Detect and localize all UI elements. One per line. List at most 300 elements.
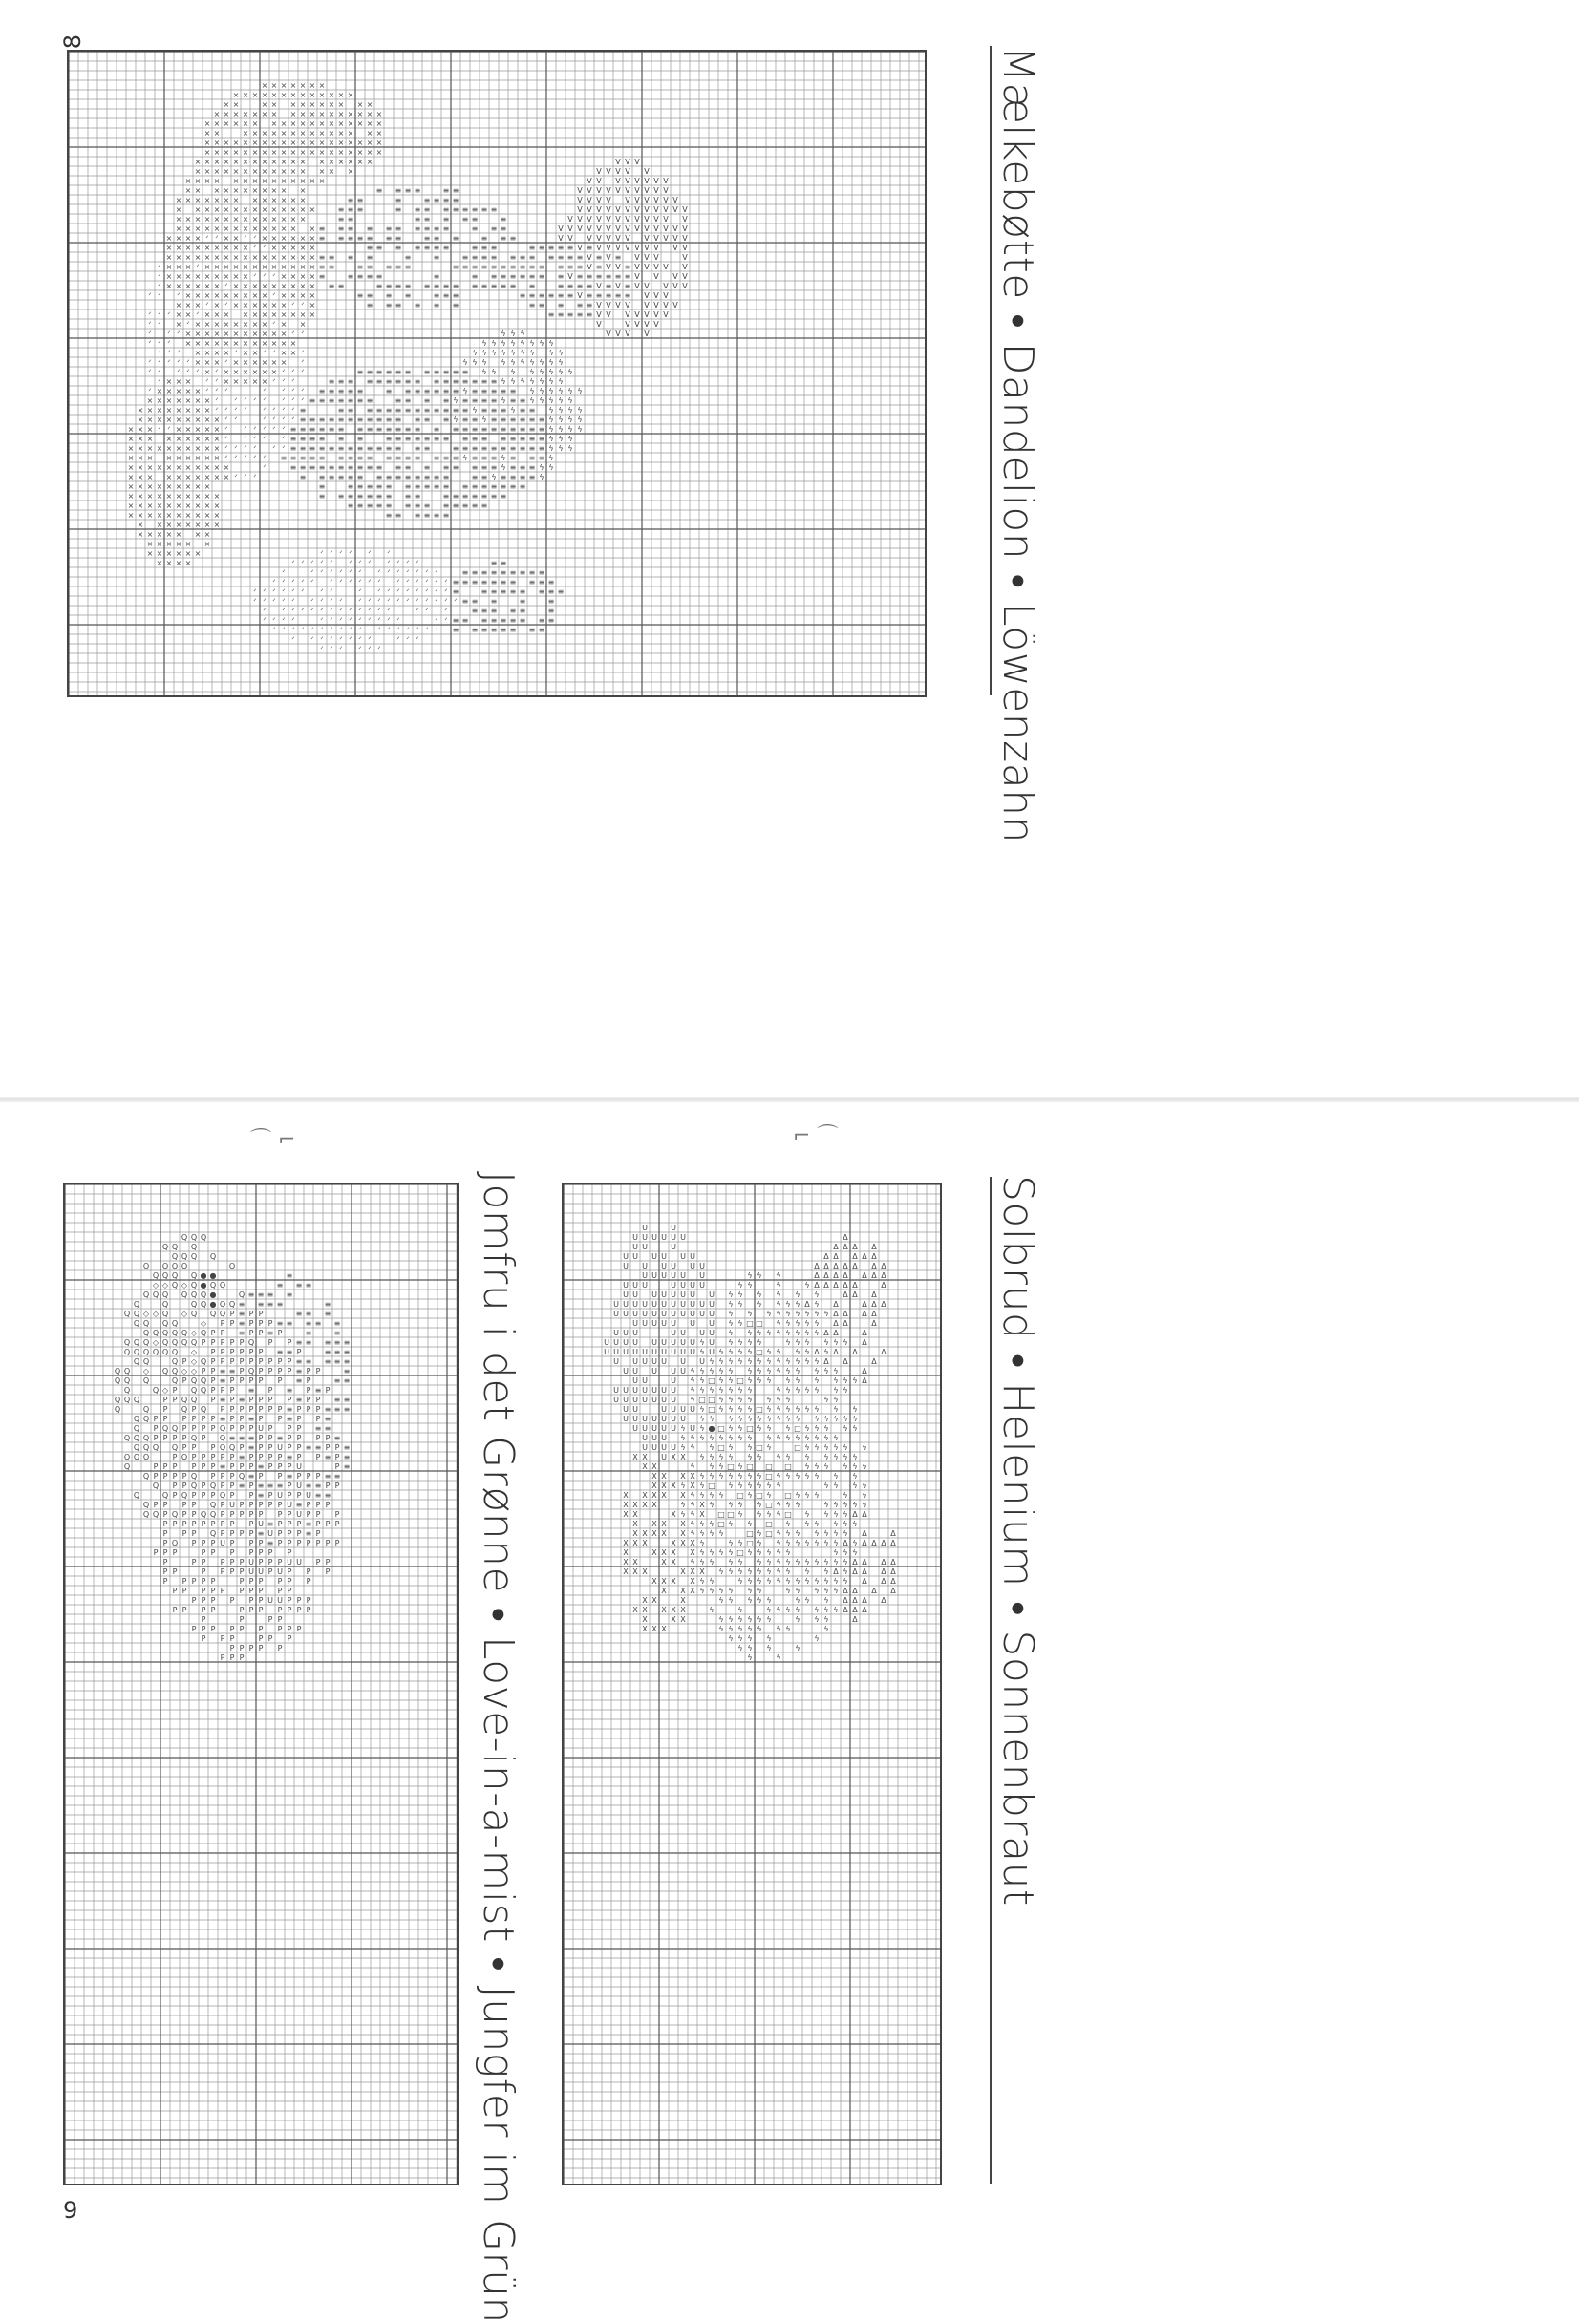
stitch-symbol: ϟ — [737, 1509, 743, 1519]
stitch-symbol: ϟ — [747, 1490, 753, 1500]
stitch-symbol: Δ — [871, 1318, 877, 1328]
stitch-symbol: ϟ — [833, 1404, 839, 1414]
stitch-symbol: P — [181, 1423, 187, 1433]
stitch-symbol: ϟ — [766, 1356, 772, 1366]
stitch-symbol: Δ — [871, 1251, 877, 1261]
stitch-symbol: × — [137, 481, 144, 491]
stitch-symbol: X — [699, 1567, 705, 1576]
stitch-symbol: ϟ — [843, 1461, 848, 1471]
stitch-symbol: × — [289, 176, 297, 185]
stitch-symbol: × — [309, 300, 316, 309]
stitch-symbol: V — [596, 243, 602, 252]
stitch-symbol: ϟ — [766, 1423, 772, 1433]
stitch-symbol: ϟ — [823, 1481, 829, 1490]
stitch-symbol: P — [162, 1509, 168, 1519]
stitch-symbol: ϟ — [510, 348, 516, 357]
stitch-symbol: ϟ — [690, 1442, 695, 1452]
stitch-symbol: × — [223, 329, 230, 338]
stitch-symbol: ᐟ — [339, 625, 343, 634]
stitch-symbol: × — [175, 204, 182, 214]
stitch-symbol: P — [248, 1595, 254, 1605]
stitch-symbol: ≡ — [295, 1375, 303, 1385]
stitch-symbol: P — [306, 1509, 311, 1519]
stitch-symbol: ᐟ — [368, 606, 372, 615]
stitch-symbol: × — [270, 138, 278, 147]
stitch-symbol: Δ — [890, 1586, 896, 1595]
stitch-symbol: P — [201, 1461, 206, 1471]
stitch-symbol: ϟ — [747, 1519, 753, 1528]
stitch-symbol: U — [671, 1318, 676, 1328]
stitch-symbol: ᐟ — [272, 290, 276, 300]
stitch-symbol: ᐟ — [234, 395, 238, 405]
page-9 — [0, 1098, 1579, 2324]
stitch-symbol: ● — [708, 1423, 715, 1433]
stitch-symbol: ≡ — [404, 367, 412, 376]
stitch-symbol: ≡ — [433, 252, 440, 262]
stitch-symbol: P — [191, 1461, 197, 1471]
binding-mark: ⌐ ⌒ — [793, 1124, 839, 1148]
stitch-symbol: P — [267, 1366, 273, 1375]
stitch-symbol: ≡ — [547, 290, 555, 300]
stitch-symbol: X — [661, 1471, 667, 1481]
stitch-symbol: U — [680, 1328, 686, 1337]
stitch-symbol: × — [213, 319, 221, 329]
stitch-symbol: × — [203, 204, 211, 214]
stitch-symbol: V — [567, 214, 573, 224]
stitch-symbol: P — [210, 1366, 216, 1375]
stitch-symbol: P — [258, 1471, 264, 1481]
stitch-symbol: P — [287, 1586, 292, 1595]
stitch-symbol: Q — [133, 1356, 140, 1366]
stitch-symbol: ≡ — [343, 1461, 351, 1471]
stitch-symbol: × — [280, 157, 288, 166]
stitch-symbol: X — [642, 1528, 648, 1538]
stitch-symbol: P — [258, 1442, 264, 1452]
stitch-symbol: V — [606, 166, 611, 176]
stitch-symbol: ᐟ — [263, 348, 267, 357]
stitch-symbol: U — [642, 1414, 648, 1423]
stitch-symbol: ᐟ — [291, 386, 295, 395]
stitch-symbol: ≡ — [500, 472, 507, 481]
stitch-symbol: V — [644, 176, 650, 185]
stitch-symbol: × — [356, 99, 364, 109]
stitch-symbol: ϟ — [804, 1576, 810, 1586]
stitch-symbol: ϟ — [567, 415, 573, 424]
stitch-symbol: ≡ — [452, 386, 459, 395]
stitch-symbol: □ — [794, 1423, 801, 1433]
stitch-symbol: ᐟ — [148, 386, 152, 395]
stitch-symbol: P — [220, 1567, 225, 1576]
stitch-symbol: ϟ — [529, 367, 535, 376]
stitch-symbol: P — [306, 1538, 311, 1547]
stitch-symbol: ≡ — [395, 443, 402, 453]
stitch-symbol: P — [239, 1442, 245, 1452]
stitch-symbol: × — [366, 128, 373, 138]
stitch-symbol: ϟ — [823, 1433, 829, 1442]
stitch-symbol: U — [642, 1442, 648, 1452]
stitch-symbol: ᐟ — [158, 424, 161, 434]
stitch-symbol: P — [267, 1547, 273, 1557]
stitch-symbol: × — [251, 348, 259, 357]
stitch-symbol: ᐟ — [244, 424, 247, 434]
stitch-symbol: Q — [247, 1337, 255, 1347]
stitch-symbol: Δ — [862, 1375, 867, 1385]
stitch-symbol: × — [213, 166, 221, 176]
stitch-symbol: × — [213, 214, 221, 224]
stitch-symbol: Q — [190, 1433, 198, 1442]
stitch-symbol: ᐟ — [444, 596, 448, 606]
stitch-symbol: ≡ — [528, 405, 536, 415]
stitch-symbol: V — [615, 243, 621, 252]
stitch-symbol: ᐟ — [215, 405, 219, 415]
stitch-symbol: V — [663, 262, 669, 271]
stitch-symbol: ϟ — [558, 405, 564, 415]
stitch-symbol: U — [661, 1347, 667, 1356]
stitch-symbol: × — [223, 138, 230, 147]
stitch-symbol: × — [232, 329, 240, 338]
stitch-symbol: ᐟ — [349, 615, 352, 625]
stitch-symbol: P — [162, 1528, 168, 1538]
stitch-symbol: × — [299, 204, 307, 214]
stitch-symbol: × — [299, 233, 307, 243]
stitch-symbol: U — [661, 1404, 667, 1414]
stitch-symbol: ᐟ — [234, 405, 238, 415]
stitch-symbol: ≡ — [519, 290, 526, 300]
stitch-symbol: × — [242, 157, 249, 166]
stitch-symbol: ≡ — [557, 290, 565, 300]
stitch-symbol: Δ — [814, 1261, 820, 1270]
stitch-symbol: P — [201, 1586, 206, 1595]
stitch-symbol: ϟ — [558, 424, 564, 434]
stitch-symbol: ϟ — [747, 1309, 753, 1318]
stitch-symbol: ϟ — [718, 1614, 724, 1624]
stitch-symbol: P — [248, 1576, 254, 1586]
stitch-symbol: × — [146, 491, 154, 501]
stitch-symbol: ≡ — [519, 271, 526, 281]
stitch-symbol: Q — [114, 1366, 121, 1375]
stitch-symbol: × — [127, 491, 135, 501]
stitch-symbol: ≡ — [614, 271, 622, 281]
stitch-symbol: P — [229, 1509, 235, 1519]
stitch-symbol: U — [651, 1423, 657, 1433]
stitch-symbol: ᐟ — [330, 596, 333, 606]
stitch-symbol: × — [213, 176, 221, 185]
stitch-symbol: ≡ — [452, 290, 459, 300]
stitch-symbol: V — [615, 176, 621, 185]
stitch-symbol: U — [642, 1309, 648, 1318]
stitch-symbol: × — [299, 118, 307, 128]
stitch-symbol: V — [596, 166, 602, 176]
stitch-symbol: ≡ — [324, 1337, 331, 1347]
stitch-symbol: Δ — [862, 1328, 867, 1337]
stitch-symbol: ϟ — [709, 1500, 715, 1509]
stitch-symbol: V — [577, 290, 583, 300]
stitch-symbol: ◇ — [152, 1309, 160, 1318]
stitch-symbol: ≡ — [333, 1375, 341, 1385]
stitch-symbol: U — [699, 1261, 705, 1270]
stitch-symbol: ≡ — [433, 405, 440, 415]
stitch-symbol: Q — [209, 1528, 217, 1538]
stitch-symbol: ᐟ — [263, 453, 267, 462]
stitch-symbol: × — [232, 300, 240, 309]
stitch-symbol: × — [146, 443, 154, 453]
stitch-symbol: ≡ — [289, 434, 297, 443]
stitch-symbol: P — [210, 1375, 216, 1385]
stitch-symbol: U — [690, 1299, 695, 1309]
stitch-symbol: × — [165, 529, 173, 539]
stitch-symbol: P — [220, 1557, 225, 1567]
stitch-symbol: U — [651, 1232, 657, 1242]
stitch-symbol: ≡ — [452, 185, 459, 195]
stitch-symbol: × — [194, 233, 202, 243]
stitch-symbol: P — [201, 1576, 206, 1586]
stitch-symbol: ϟ — [757, 1414, 762, 1423]
stitch-symbol: Δ — [871, 1299, 877, 1309]
stitch-symbol: U — [632, 1414, 638, 1423]
stitch-symbol: ᐟ — [224, 386, 228, 395]
stitch-symbol: × — [280, 214, 288, 224]
stitch-symbol: × — [289, 195, 297, 204]
stitch-symbol: ≡ — [576, 252, 584, 262]
stitch-symbol: V — [577, 204, 583, 214]
stitch-symbol: ≡ — [305, 1519, 312, 1528]
stitch-symbol: ϟ — [833, 1509, 839, 1519]
stitch-symbol: P — [162, 1461, 168, 1471]
stitch-symbol: × — [328, 128, 335, 138]
stitch-symbol: × — [184, 214, 192, 224]
stitch-symbol: ≡ — [500, 567, 507, 577]
stitch-symbol: ϟ — [699, 1423, 705, 1433]
stitch-symbol: ᐟ — [301, 606, 305, 615]
stitch-symbol: P — [258, 1414, 264, 1423]
stitch-symbol: ≡ — [528, 472, 536, 481]
stitch-symbol: ϟ — [747, 1547, 753, 1557]
stitch-symbol: ≡ — [614, 290, 622, 300]
stitch-symbol: ᐟ — [282, 615, 286, 625]
stitch-symbol: × — [213, 118, 221, 128]
stitch-symbol: × — [165, 491, 173, 501]
stitch-symbol: ≡ — [595, 262, 603, 271]
stitch-symbol: ϟ — [539, 395, 544, 405]
stitch-symbol: P — [201, 1633, 206, 1643]
stitch-symbol: U — [680, 1270, 686, 1280]
stitch-symbol: P — [287, 1567, 292, 1576]
stitch-symbol: □ — [708, 1375, 715, 1385]
stitch-symbol: ᐟ — [387, 615, 391, 625]
stitch-symbol: ϟ — [737, 1605, 743, 1614]
stitch-symbol: P — [220, 1633, 225, 1643]
stitch-symbol: ≡ — [509, 443, 517, 453]
stitch-symbol: × — [299, 185, 307, 195]
stitch-symbol: ≡ — [557, 586, 565, 596]
stitch-symbol: P — [315, 1414, 321, 1423]
stitch-symbol: ϟ — [852, 1500, 858, 1509]
stitch-symbol: Δ — [843, 1232, 848, 1242]
stitch-symbol: V — [653, 309, 659, 319]
stitch-symbol: Q — [161, 1290, 169, 1299]
stitch-symbol: P — [239, 1461, 245, 1471]
stitch-symbol: Δ — [881, 1299, 886, 1309]
stitch-symbol: ≡ — [414, 405, 421, 415]
stitch-symbol: ≡ — [471, 224, 479, 233]
stitch-symbol: ᐟ — [263, 462, 267, 472]
stitch-symbol: ≡ — [490, 586, 498, 596]
stitch-symbol: V — [567, 271, 573, 281]
stitch-symbol: X — [651, 1576, 657, 1586]
stitch-symbol: U — [613, 1328, 619, 1337]
stitch-symbol: ≡ — [452, 577, 459, 586]
stitch-symbol: V — [634, 224, 640, 233]
stitch-symbol: P — [220, 1337, 225, 1347]
stitch-symbol: P — [181, 1414, 187, 1423]
stitch-symbol: ϟ — [757, 1356, 762, 1366]
stitch-symbol: X — [661, 1605, 667, 1614]
stitch-symbol: × — [280, 243, 288, 252]
stitch-symbol: ᐟ — [224, 281, 228, 290]
stitch-symbol: ≡ — [586, 309, 593, 319]
stitch-symbol: × — [165, 415, 173, 424]
stitch-symbol: ≡ — [267, 1538, 274, 1547]
stitch-symbol: ≡ — [347, 453, 354, 462]
stitch-symbol: ϟ — [747, 1328, 753, 1337]
stitch-symbol: P — [210, 1395, 216, 1404]
stitch-symbol: P — [153, 1547, 159, 1557]
stitch-symbol: × — [203, 338, 211, 348]
stitch-symbol: P — [239, 1624, 245, 1633]
stitch-symbol: ≡ — [490, 625, 498, 634]
stitch-symbol: Δ — [881, 1557, 886, 1567]
stitch-symbol: × — [165, 405, 173, 415]
stitch-symbol: × — [194, 415, 202, 424]
stitch-symbol: ϟ — [766, 1557, 772, 1567]
stitch-symbol: P — [287, 1538, 292, 1547]
stitch-symbol: ϟ — [814, 1404, 820, 1414]
binding-mark: ⌒ ⌐ — [250, 1128, 296, 1152]
stitch-symbol: ϟ — [852, 1452, 858, 1461]
stitch-symbol: ≡ — [471, 596, 479, 606]
stitch-symbol: P — [258, 1624, 264, 1633]
stitch-symbol: ϟ — [529, 386, 535, 395]
stitch-symbol: × — [223, 338, 230, 348]
stitch-symbol: × — [175, 462, 182, 472]
stitch-symbol: × — [232, 109, 240, 118]
stitch-symbol: U — [642, 1270, 648, 1280]
stitch-symbol: P — [258, 1356, 264, 1366]
stitch-symbol: P — [287, 1595, 292, 1605]
stitch-symbol: Δ — [852, 1605, 858, 1614]
stitch-symbol: × — [213, 338, 221, 348]
stitch-symbol: P — [172, 1471, 178, 1481]
stitch-symbol: ᐟ — [349, 606, 352, 615]
stitch-symbol: ≡ — [509, 577, 517, 586]
stitch-symbol: ≡ — [528, 625, 536, 634]
stitch-symbol: × — [309, 204, 316, 214]
stitch-symbol: ϟ — [776, 1433, 781, 1442]
stitch-symbol: ᐟ — [330, 606, 333, 615]
stitch-symbol: ≡ — [442, 224, 450, 233]
stitch-symbol: Δ — [871, 1290, 877, 1299]
stitch-symbol: ᐟ — [416, 634, 419, 644]
stitch-symbol: P — [267, 1461, 273, 1471]
stitch-symbol: ϟ — [680, 1500, 686, 1509]
stitch-symbol: P — [248, 1452, 254, 1461]
stitch-symbol: × — [251, 185, 259, 195]
stitch-symbol: U — [690, 1423, 695, 1433]
stitch-symbol: Δ — [890, 1557, 896, 1567]
stitch-symbol: U — [651, 1299, 657, 1309]
stitch-symbol: ᐟ — [186, 357, 190, 367]
stitch-symbol: Q — [161, 1299, 169, 1309]
stitch-symbol: ϟ — [728, 1614, 734, 1624]
stitch-symbol: ≡ — [538, 290, 545, 300]
stitch-symbol: P — [248, 1500, 254, 1509]
stitch-symbol: U — [248, 1567, 254, 1576]
stitch-symbol: ϟ — [728, 1337, 734, 1347]
stitch-symbol: × — [280, 185, 288, 195]
stitch-symbol: ᐟ — [167, 357, 171, 367]
stitch-symbol: P — [229, 1385, 235, 1395]
stitch-symbol: × — [146, 415, 154, 424]
stitch-symbol: × — [156, 386, 163, 395]
stitch-symbol: Q — [142, 1328, 150, 1337]
stitch-symbol: × — [213, 147, 221, 157]
stitch-symbol: P — [258, 1328, 264, 1337]
stitch-symbol: ϟ — [823, 1461, 829, 1471]
stitch-symbol: ϟ — [558, 443, 564, 453]
stitch-symbol: Q — [171, 1423, 179, 1433]
stitch-symbol: X — [623, 1547, 629, 1557]
stitch-symbol: ᐟ — [272, 376, 276, 386]
stitch-symbol: × — [280, 147, 288, 157]
stitch-symbol: × — [146, 395, 154, 405]
stitch-symbol: ϟ — [747, 1652, 753, 1662]
stitch-symbol: ϟ — [833, 1375, 839, 1385]
stitch-symbol: ᐟ — [425, 596, 429, 606]
stitch-symbol: ≡ — [333, 1471, 341, 1481]
stitch-symbol: ≡ — [295, 1309, 303, 1318]
stitch-symbol: U — [661, 1251, 667, 1261]
stitch-symbol: ≡ — [356, 472, 364, 481]
stitch-symbol: U — [661, 1232, 667, 1242]
stitch-symbol: × — [318, 118, 326, 128]
stitch-symbol: × — [261, 138, 268, 147]
stitch-symbol: U — [632, 1375, 638, 1385]
stitch-symbol: ᐟ — [148, 309, 152, 319]
stitch-symbol: U — [661, 1395, 667, 1404]
stitch-symbol: V — [615, 329, 621, 338]
stitch-symbol: ≡ — [347, 405, 354, 415]
stitch-symbol: ϟ — [548, 434, 554, 443]
stitch-symbol: ≡ — [356, 386, 364, 395]
stitch-symbol: × — [242, 185, 249, 195]
stitch-symbol: × — [146, 548, 154, 558]
stitch-symbol: P — [181, 1356, 187, 1366]
stitch-symbol: P — [220, 1328, 225, 1337]
stitch-symbol: ≡ — [519, 615, 526, 625]
stitch-symbol: ᐟ — [291, 558, 295, 567]
stitch-symbol: ᐟ — [282, 567, 286, 577]
stitch-symbol: V — [634, 271, 640, 281]
stitch-symbol: P — [296, 1404, 302, 1414]
stitch-symbol: ϟ — [558, 395, 564, 405]
stitch-symbol: P — [296, 1414, 302, 1423]
stitch-symbol: × — [299, 214, 307, 224]
stitch-symbol: × — [175, 491, 182, 501]
stitch-symbol: ᐟ — [377, 577, 381, 586]
stitch-symbol: Δ — [862, 1270, 867, 1280]
stitch-symbol: × — [309, 262, 316, 271]
stitch-symbol: ≡ — [433, 281, 440, 290]
